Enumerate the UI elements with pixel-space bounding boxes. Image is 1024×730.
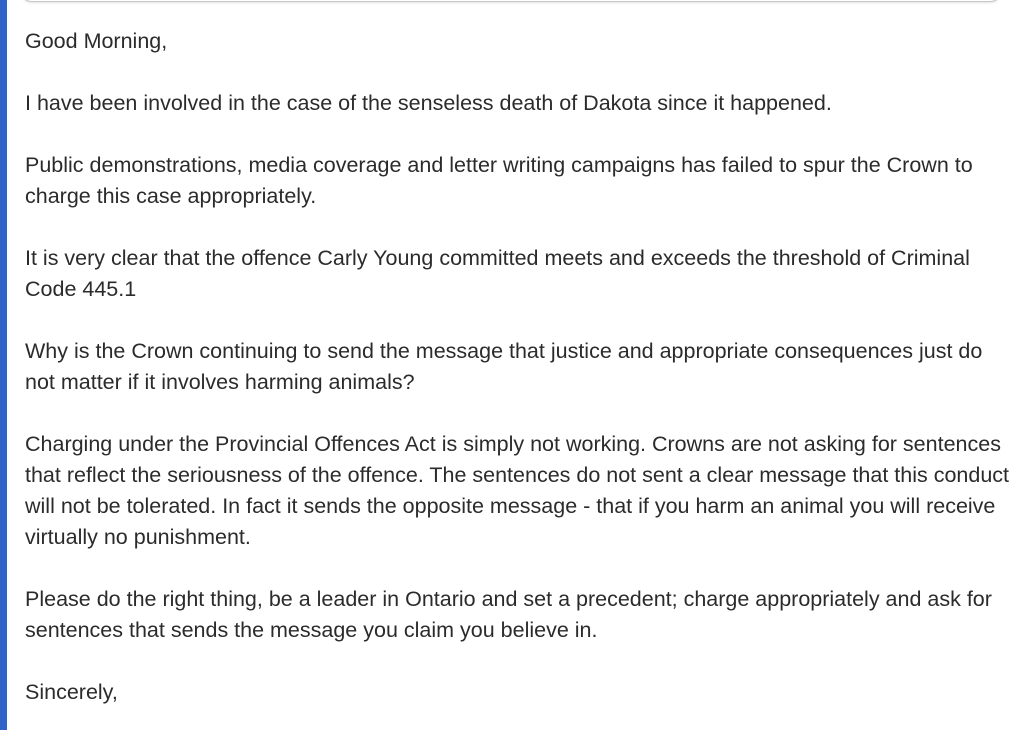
paragraph-1: I have been involved in the case of the senseless death of Dakota since it happened. <box>25 91 832 115</box>
email-message-text[interactable] <box>25 26 1015 708</box>
paragraph-2: Public demonstrations, media coverage and letter writing campaigns has failed to spur the Crown to charge this case appropriately. <box>25 153 973 208</box>
greeting-line: Good Morning, <box>25 29 168 53</box>
quote-accent-bar <box>0 0 7 730</box>
closing-line: Sincerely, <box>25 680 118 704</box>
header-card-edge <box>20 0 1002 2</box>
paragraph-3: It is very clear that the offence Carly Young committed meets and exceeds the threshold of Criminal Code 445.1 <box>25 246 970 301</box>
paragraph-4: Why is the Crown continuing to send the message that justice and appropriate consequences just do not matter if it involves harming animals? <box>25 339 983 394</box>
paragraph-6: Please do the right thing, be a leader in Ontario and set a precedent; charge appropriately and ask for sentences that sends the message you claim you believe in. <box>25 587 992 642</box>
paragraph-5: Charging under the Provincial Offences Act is simply not working. Crowns are not asking for sentences that reflect the seriousness of the offence. The sentences do not sent a clear message that this conduct will not be tolerated. In fact it sends the opposite message - that if you harm an animal you will receive virtually no punishment. <box>25 432 1010 549</box>
